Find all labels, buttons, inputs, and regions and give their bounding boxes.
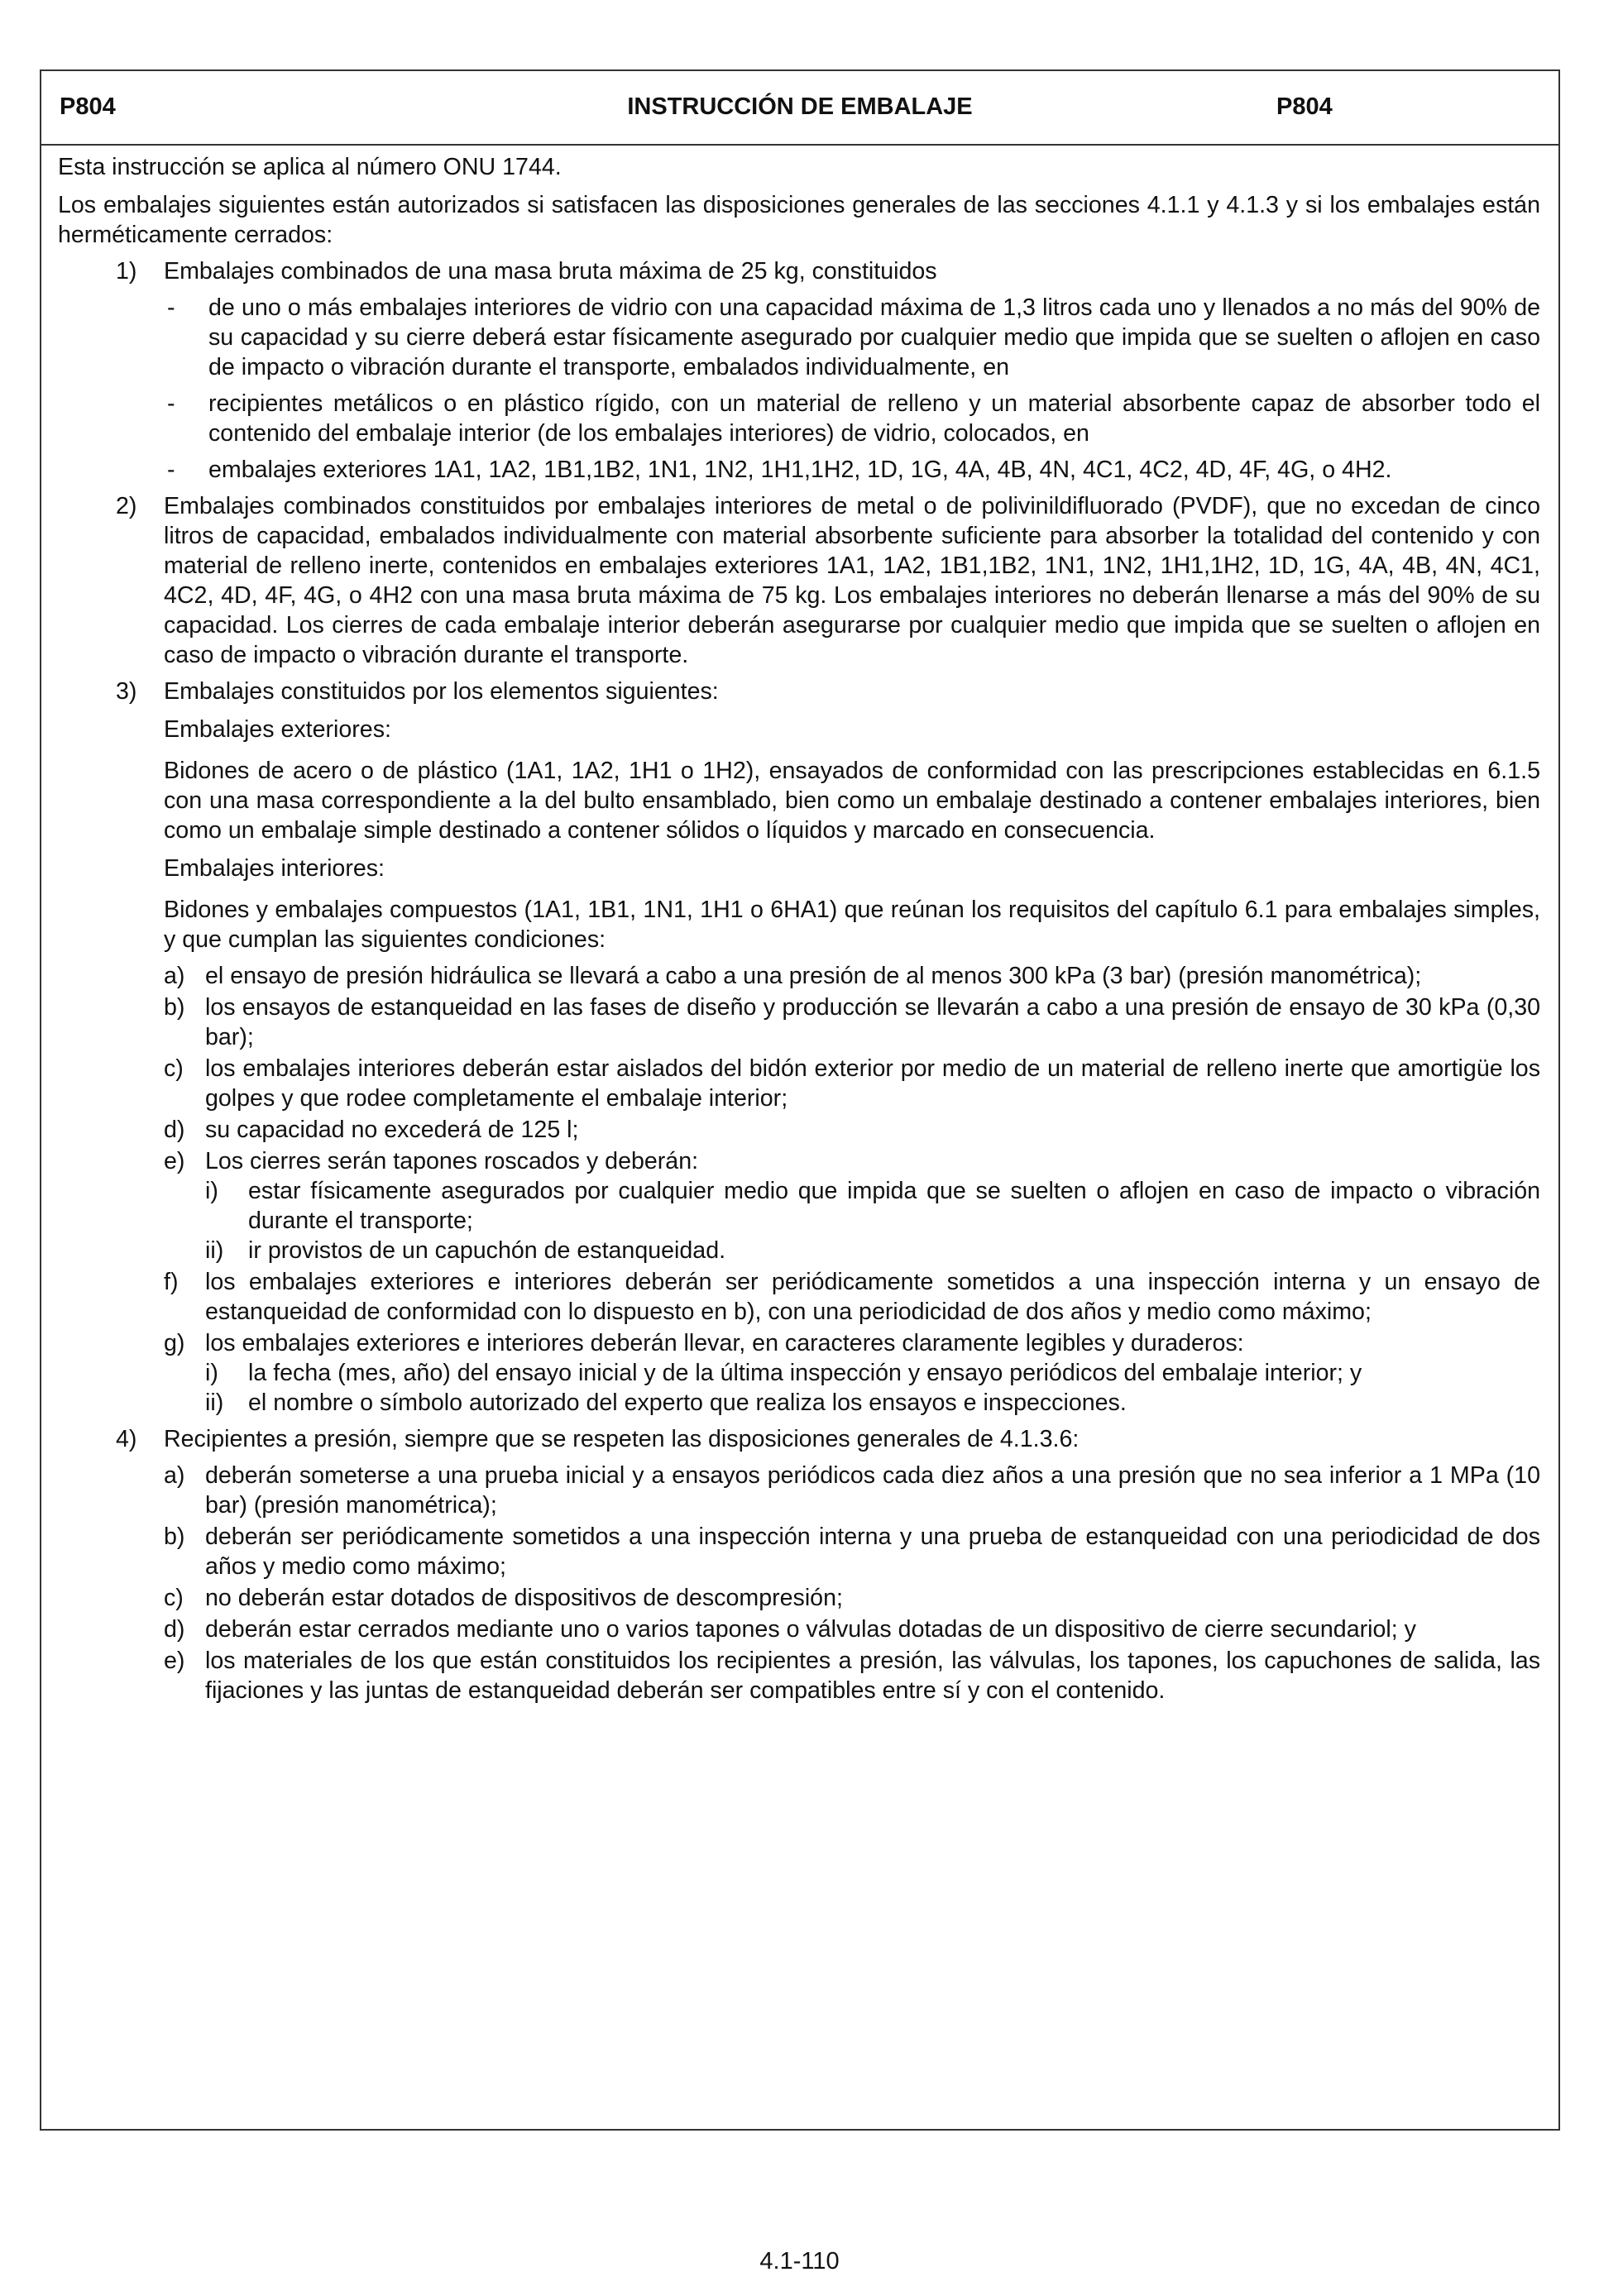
condition-label: c): [164, 1585, 184, 1611]
dash-text: de uno o más embalajes interiores de vidrio con una capacidad máxima de 1,3 litros cada uno y llenados a no más del 90% de su capacidad y su cierre deberá estar físicamente asegurado por cualquier medio que impida que se suelten o aflojen en caso de impacto o vibración durante el transporte, embalados individualmente, en: [208, 294, 1540, 380]
sub-condition-item: [205, 1358, 1540, 1388]
condition-text: Los cierres serán tapones roscados y deberán:: [205, 1148, 699, 1174]
sub-condition-item: [205, 1176, 1540, 1236]
condition-label: a): [164, 963, 185, 989]
condition-text: los embalajes exteriores e interiores deberán ser periódicamente sometidos a una inspección interna y un ensayo de estanqueidad de conformidad con lo dispuesto en b), con una periodicidad de dos años y medio como máximo;: [205, 1269, 1540, 1325]
condition-text: no deberán estar dotados de dispositivos de descompresión;: [205, 1585, 843, 1611]
dash-item: [164, 293, 1540, 382]
item-number: 2): [116, 493, 137, 519]
item-number: 3): [116, 678, 137, 705]
condition-label: e): [164, 1148, 185, 1174]
condition-label: c): [164, 1055, 184, 1082]
table-header: [41, 71, 1558, 146]
condition-label: g): [164, 1330, 185, 1356]
condition-item: [164, 1646, 1540, 1705]
condition-item: [164, 1054, 1540, 1113]
item-text: Embalajes combinados de una masa bruta máxima de 25 kg, constituidos: [164, 258, 937, 285]
dash-marker: -: [167, 457, 175, 483]
inner-packaging-text: Bidones y embalajes compuestos (1A1, 1B1, 1N1, 1H1 o 6HA1) que reúnan los requisitos del capítulo 6.1 para embalajes simples, y que cumplan las siguientes condiciones:: [164, 897, 1540, 953]
intro-conditions: Los embalajes siguientes están autorizados si satisfacen las disposiciones generales de las secciones 4.1.1 y 4.1.3 y si los embalajes están herméticamente cerrados:: [58, 192, 1540, 248]
inner-packaging-heading: Embalajes interiores:: [164, 855, 385, 882]
sub-condition-label: i): [205, 1360, 218, 1386]
condition-item: [164, 1461, 1540, 1520]
sub-condition-text: estar físicamente asegurados por cualquier medio que impida que se suelten o aflojen en caso de impacto o vibración durante el transporte;: [248, 1178, 1540, 1234]
list-item: [58, 1424, 1540, 1705]
instruction-code-right: P804: [1276, 93, 1333, 120]
dash-marker: -: [167, 294, 175, 321]
condition-item: [164, 1328, 1540, 1418]
condition-item: [164, 993, 1540, 1052]
page-number: 4.1-110: [759, 2248, 840, 2274]
condition-item: [164, 1115, 1540, 1145]
condition-item: [164, 1267, 1540, 1327]
list-item: [58, 256, 1540, 485]
instruction-body: [41, 146, 1558, 1705]
sub-condition-label: ii): [205, 1390, 224, 1416]
condition-text: deberán estar cerrados mediante uno o varios tapones o válvulas dotadas de un dispositivo de cierre secundariol; y: [205, 1616, 1416, 1643]
item-number: 4): [116, 1426, 137, 1452]
condition-label: d): [164, 1117, 185, 1143]
item-text: Recipientes a presión, siempre que se respeten las disposiciones generales de 4.1.3.6:: [164, 1426, 1080, 1452]
condition-text: los embalajes exteriores e interiores deberán llevar, en caracteres claramente legibles y duraderos:: [205, 1330, 1244, 1356]
condition-item: [164, 1583, 1540, 1613]
outer-packaging-heading: Embalajes exteriores:: [164, 716, 391, 743]
sub-condition-label: i): [205, 1178, 218, 1204]
condition-text: deberán someterse a una prueba inicial y a ensayos periódicos cada diez años a una presión que no sea inferior a 1 MPa (10 bar) (presión manométrica);: [205, 1462, 1540, 1519]
dash-item: [164, 389, 1540, 448]
dash-text: recipientes metálicos o en plástico rígido, con un material de relleno y un material absorbente capaz de absorber todo el contenido del embalaje interior (de los embalajes interiores) de vidrio, colocados, en: [208, 390, 1540, 447]
condition-label: b): [164, 994, 185, 1021]
item-text: Embalajes constituidos por los elementos siguientes:: [164, 678, 719, 705]
condition-item: [164, 961, 1540, 991]
dash-item: [164, 455, 1540, 485]
sub-condition-item: [205, 1236, 1540, 1265]
sub-condition-label: ii): [205, 1237, 224, 1264]
condition-label: d): [164, 1616, 185, 1643]
condition-label: f): [164, 1269, 179, 1295]
instruction-code-left: P804: [60, 93, 116, 120]
condition-text: el ensayo de presión hidráulica se llevará a cabo a una presión de al menos 300 kPa (3 bar) (presión manométrica);: [205, 963, 1422, 989]
sub-condition-item: [205, 1388, 1540, 1418]
intro-scope: Esta instrucción se aplica al número ONU 1744.: [58, 154, 562, 180]
condition-text: los materiales de los que están constituidos los recipientes a presión, las válvulas, los tapones, los capuchones de salida, las fijaciones y las juntas de estanqueidad deberán ser compatibles entre sí y con el contenido.: [205, 1648, 1540, 1704]
condition-text: los embalajes interiores deberán estar aislados del bidón exterior por medio de un material de relleno inerte que amortigüe los golpes y que rodee completamente el embalaje interior;: [205, 1055, 1540, 1112]
condition-text: deberán ser periódicamente sometidos a una inspección interna y una prueba de estanqueidad con una periodicidad de dos años y medio como máximo;: [205, 1523, 1540, 1580]
condition-label: a): [164, 1462, 185, 1489]
condition-item: [164, 1146, 1540, 1265]
condition-item: [164, 1522, 1540, 1581]
list-item: [58, 677, 1540, 1418]
sub-condition-text: la fecha (mes, año) del ensayo inicial y de la última inspección y ensayo periódicos del embalaje interior; y: [248, 1360, 1362, 1386]
condition-label: b): [164, 1523, 185, 1550]
item-text: Embalajes combinados constituidos por embalajes interiores de metal o de polivinildifluorado (PVDF), que no excedan de cinco litros de capacidad, embalados individualmente con material absorbente suficiente para absorber la totalidad del contenido y con material de relleno inerte, contenidos en embalajes exteriores 1A1, 1A2, 1B1,1B2, 1N1, 1N2, 1H1,1H2, 1D, 1G, 4A, 4B, 4N, 4C1, 4C2, 4D, 4F, 4G, o 4H2 con una masa bruta máxima de 75 kg. Los embalajes interiores no deberán llenarse a más del 90% de su capacidad. Los cierres de cada embalaje interior deberán asegurarse por cualquier medio que impida que se suelten o aflojen en caso de impacto o vibración durante el transporte.: [164, 493, 1540, 668]
packing-instruction-table: [40, 69, 1560, 2131]
outer-packaging-text: Bidones de acero o de plástico (1A1, 1A2, 1H1 o 1H2), ensayados de conformidad con las prescripciones establecidas en 6.1.5 con una masa correspondiente a la del bulto ensamblado, bien como un embalaje destinado a contener embalajes interiores, bien como un embalaje simple destinado a contener sólidos o líquidos y marcado en consecuencia.: [164, 758, 1540, 844]
instruction-title: INSTRUCCIÓN DE EMBALAJE: [627, 93, 973, 120]
condition-text: su capacidad no excederá de 125 l;: [205, 1117, 579, 1143]
sub-condition-text: ir provistos de un capuchón de estanqueidad.: [248, 1237, 726, 1264]
list-item: [58, 491, 1540, 670]
condition-item: [164, 1614, 1540, 1644]
condition-text: los ensayos de estanqueidad en las fases de diseño y producción se llevarán a cabo a una presión de ensayo de 30 kPa (0,30 bar);: [205, 994, 1540, 1050]
dash-marker: -: [167, 390, 175, 417]
sub-condition-text: el nombre o símbolo autorizado del experto que realiza los ensayos e inspecciones.: [248, 1390, 1127, 1416]
item-number: 1): [116, 258, 137, 285]
condition-label: e): [164, 1648, 185, 1674]
dash-text: embalajes exteriores 1A1, 1A2, 1B1,1B2, 1N1, 1N2, 1H1,1H2, 1D, 1G, 4A, 4B, 4N, 4C1, 4C2, 4D, 4F, 4G, o 4H2.: [208, 457, 1392, 483]
